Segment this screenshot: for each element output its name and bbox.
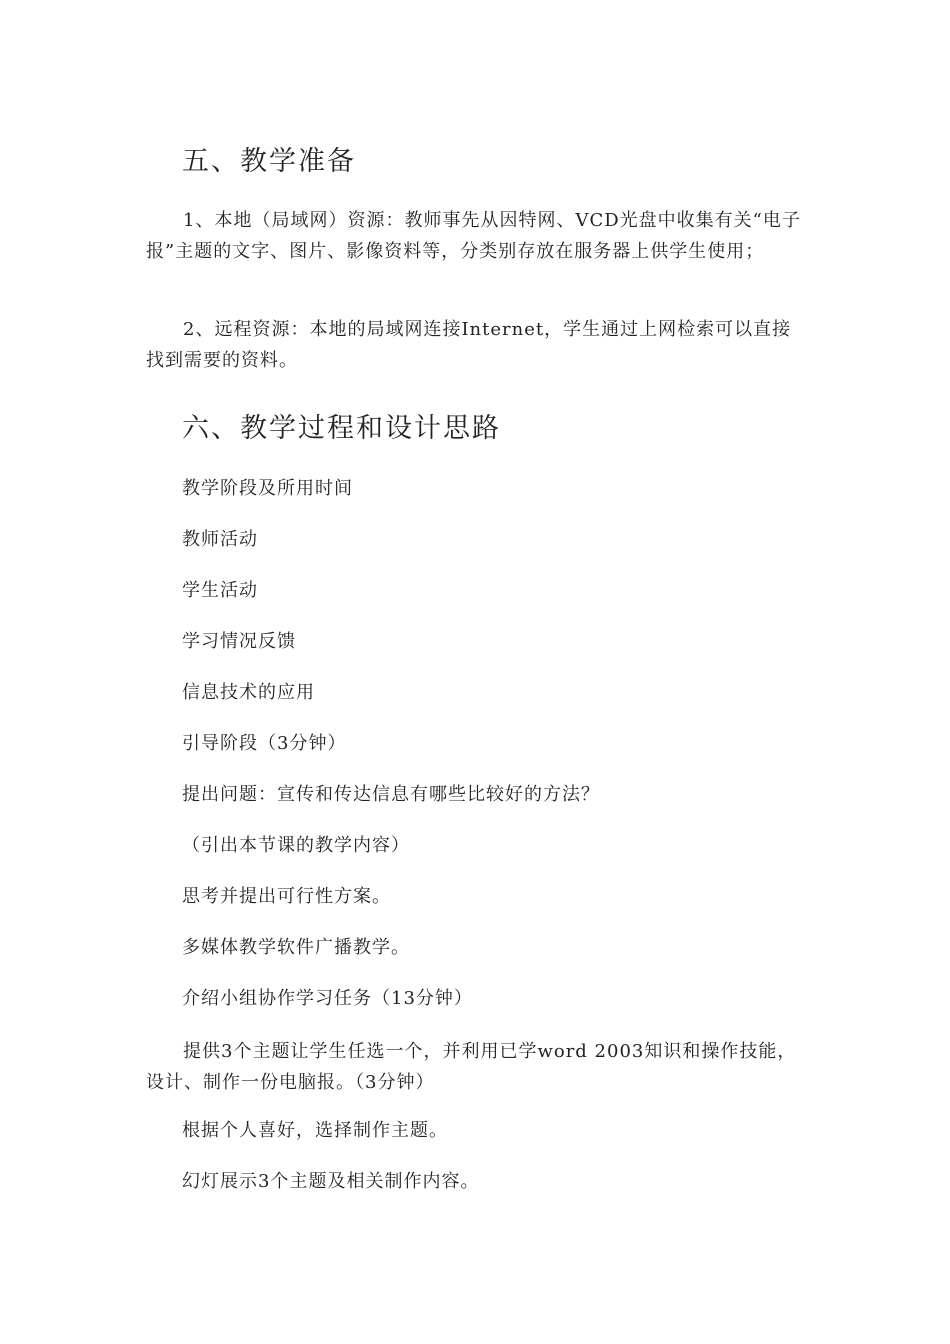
- text-line: 根据个人喜好，选择制作主题。: [182, 1120, 448, 1141]
- section-heading-preparation: 五、教学准备: [182, 146, 356, 177]
- text-line: 引导阶段（3分钟）: [182, 733, 347, 754]
- text-line: 思考并提出可行性方案。: [182, 886, 391, 907]
- text-line: 学习情况反馈: [182, 631, 296, 652]
- text-line: （引出本节课的教学内容）: [182, 835, 410, 856]
- text-line: 信息技术的应用: [182, 682, 315, 703]
- section-heading-teaching-process: 六、教学过程和设计思路: [182, 413, 501, 444]
- text-line: 教师活动: [182, 529, 258, 550]
- text-line: 教学阶段及所用时间: [182, 478, 353, 499]
- text-line: 幻灯展示3个主题及相关制作内容。: [182, 1171, 480, 1192]
- text-line: 提出问题：宣传和传达信息有哪些比较好的方法？: [182, 784, 600, 805]
- paragraph-local-resources: 1、本地（局域网）资源：教师事先从因特网、VCD光盘中收集有关“电子报”主题的文字、图片、影像资料等，分类别存放在服务器上供学生使用；: [146, 210, 801, 262]
- text-line: 介绍小组协作学习任务（13分钟）: [182, 988, 473, 1009]
- text-line: 多媒体教学软件广播教学。: [182, 937, 410, 958]
- paragraph-remote-resources: 2、远程资源：本地的局域网连接Internet，学生通过上网检索可以直接找到需要的资料。: [146, 319, 792, 371]
- paragraph-task: 提供3个主题让学生任选一个，并利用已学word 2003知识和操作技能，设计、制作一份电脑报。（3分钟）: [146, 1041, 797, 1093]
- text-line: 学生活动: [182, 580, 258, 601]
